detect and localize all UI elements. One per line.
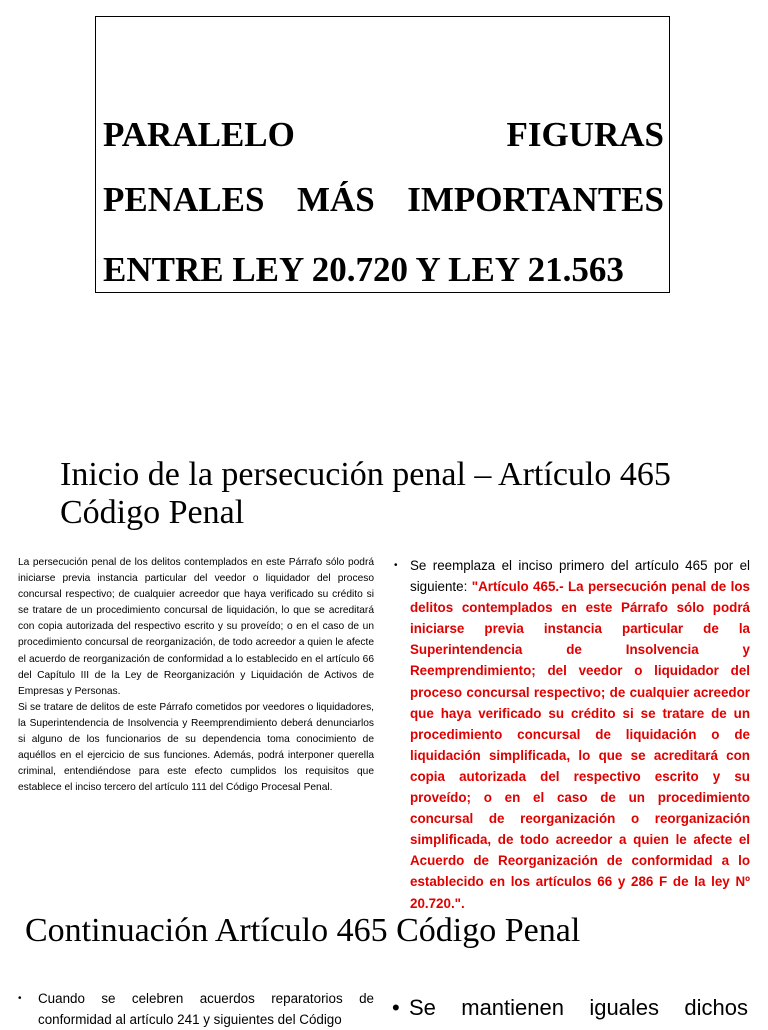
original-article-text <box>18 555 374 796</box>
title-word: MÁS <box>296 180 375 219</box>
amendment-quote: "Artículo 465.- La persecución penal de los delitos contemplados en este Párrafo sólo podrá iniciarse previa instancia particular de la Superintendencia de Insolvencia y Reemprendimiento; del veedor o liquidador del proceso concursal respectivo; de cualquier acreedor que haya verificado su crédito si se tratare de un procedimiento concursal de liquidación o de liquidación simplificada, lo que se acreditará con copia autorizada del respectivo escrito y su proveído; o en el caso de un procedimiento concursal de reorganización o reorganización simplificada, de todo acreedor a quien le afecte el Acuerdo de Reorganización de conformidad a lo establecido en los artículos 66 y 286 F de la ley Nº 20.720.". <box>410 579 750 911</box>
word: mantienen <box>461 995 564 1020</box>
amendment-paragraph <box>396 555 750 914</box>
slide-1 <box>0 0 768 400</box>
paragraph: Cuando se celebren acuerdos reparatorios de conformidad al artículo 241 y siguientes del Código <box>38 991 374 1027</box>
word: dichos <box>684 995 748 1020</box>
word: Se <box>409 995 436 1020</box>
slide-2-title-line-1: Inicio de la persecución penal – Artículo 465 <box>60 456 671 493</box>
title-word: PENALES <box>103 180 265 219</box>
title-line-1 <box>103 115 664 155</box>
bullet-icon: • <box>394 560 398 571</box>
slide-3-right-text <box>392 994 748 1022</box>
word: iguales <box>589 995 660 1020</box>
title-word: IMPORTANTES <box>407 180 664 219</box>
title-word: FIGURAS <box>506 115 664 154</box>
paragraph <box>392 994 748 1022</box>
title-box <box>95 16 670 293</box>
title-line-2 <box>103 180 664 220</box>
slide-2-title <box>60 456 740 532</box>
amendment-text <box>396 555 750 914</box>
slide-3-title: Continuación Artículo 465 Código Penal <box>25 912 581 949</box>
slide-2-title-line-2: Código Penal <box>60 494 245 531</box>
paragraph: La persecución penal de los delitos contemplados en este Párrafo sólo podrá iniciarse previa instancia particular del veedor o liquidador del proceso concursal respectivo; de cualquier acreedor que haya verificado su crédito si se tratare de un procedimiento concursal de liquidación, lo que se acreditará con copia autorizada del respectivo escrito y su proveído; o en el caso de un procedimiento concursal de reorganización, de todo acreedor a quien le afecte el acuerdo de reorganización de conformidad a lo establecido en el artículo 66 del Capítulo III de la Ley de Reorganización y Liquidación de Activos de Empresas y Personas. <box>18 557 374 697</box>
bullet-icon: • <box>392 995 400 1020</box>
title-line-3: ENTRE LEY 20.720 Y LEY 21.563 <box>103 250 624 289</box>
paragraph: Si se tratare de delitos de este Párrafo cometidos por veedores o liquidadores, la Superintendencia de Insolvencia y Reemprendimiento deberá denunciarlos si alguno de los funcionarios de su dependencia toma conocimiento de aquéllos en el ejercicio de sus funciones. Además, podrá interponer querella criminal, entendiéndose para este efecto cumplidos los requisitos que establece el inciso tercero del artículo 111 del Código Procesal Penal. <box>18 701 374 794</box>
amendment-intro: Se reemplaza el inciso primero del artículo 465 por el siguiente: <box>410 558 750 595</box>
title-word: PARALELO <box>103 115 295 154</box>
bullet-icon: • <box>18 993 22 1004</box>
